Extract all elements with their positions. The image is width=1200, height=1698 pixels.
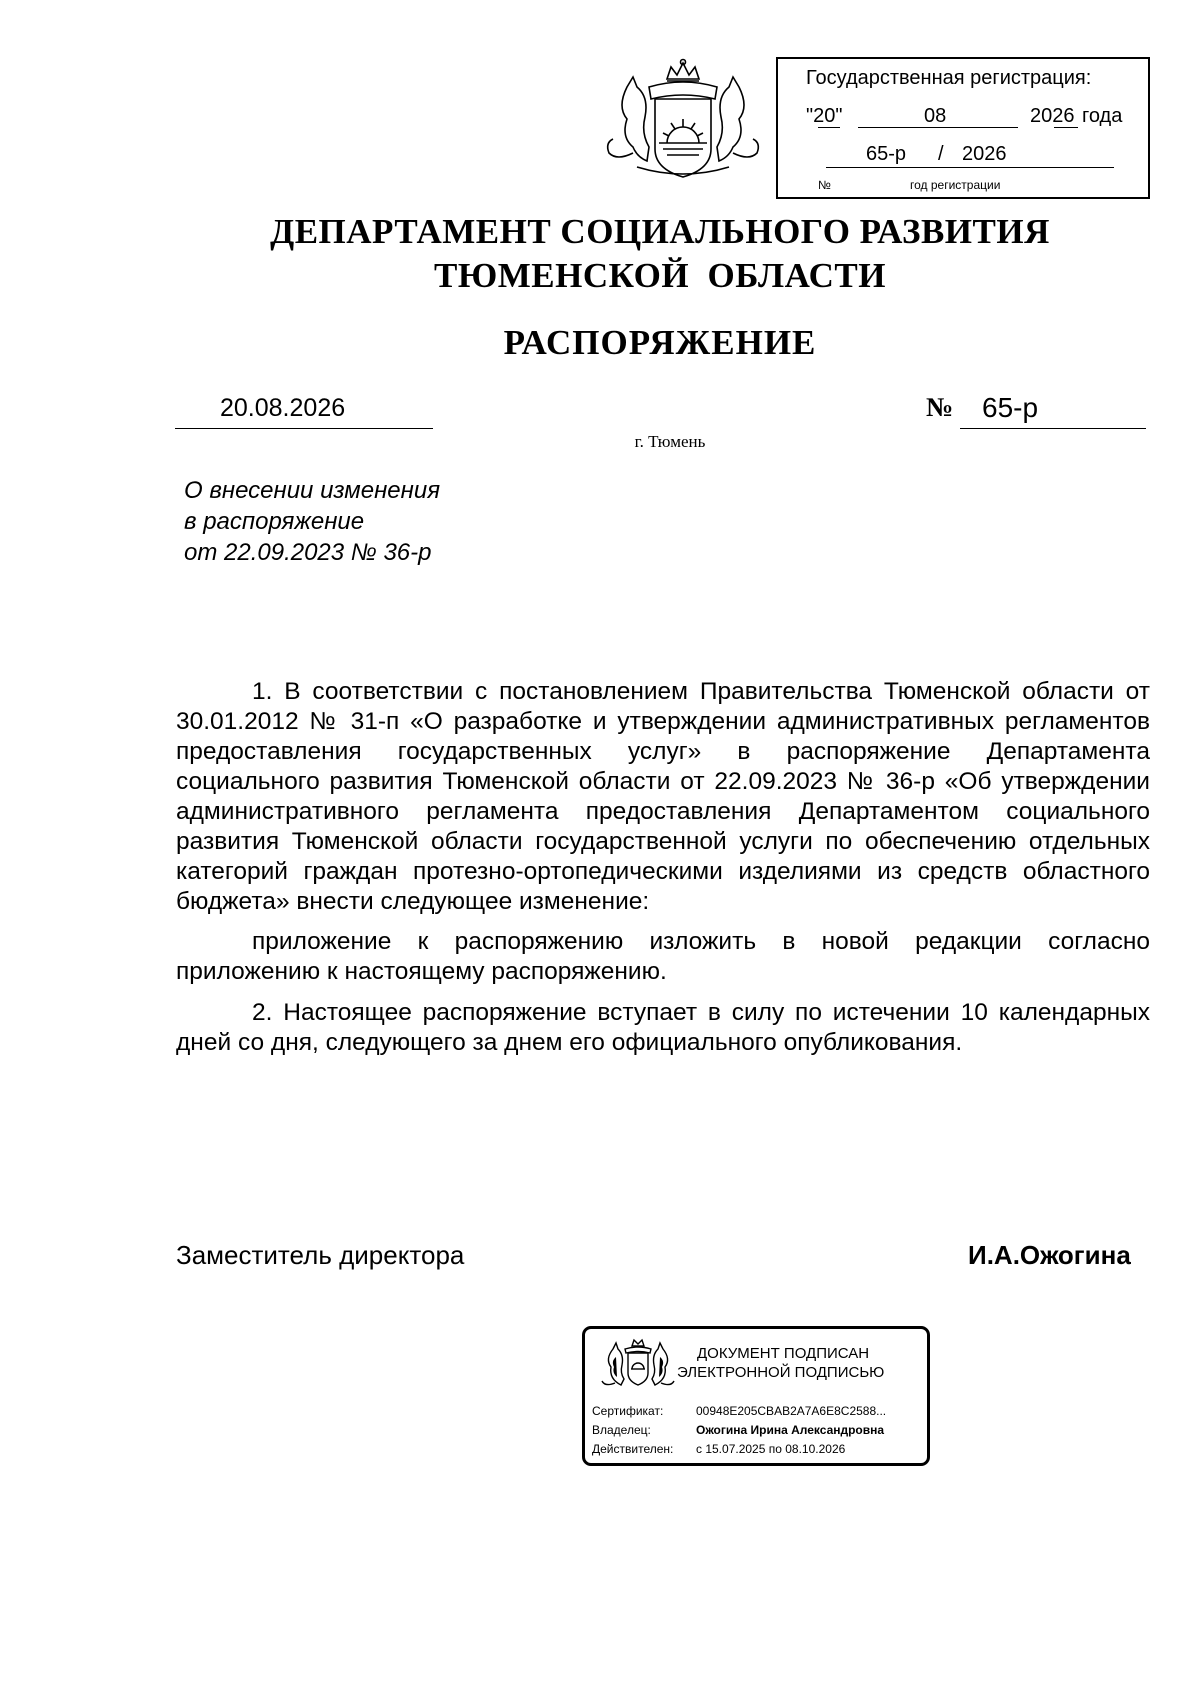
document-number-label: № xyxy=(926,392,954,422)
registration-caption-year: год регистрации xyxy=(910,178,1001,192)
document-subject xyxy=(184,475,440,568)
esig-valid-label: Действителен: xyxy=(592,1442,674,1456)
document-city: г. Тюмень xyxy=(634,432,706,451)
esig-owner-value: Ожогина Ирина Александровна xyxy=(696,1423,885,1437)
registration-number: 65-р xyxy=(866,143,907,165)
department-line1: ДЕПАРТАМЕНТ СОЦИАЛЬНОГО РАЗВИТИЯ xyxy=(270,212,1050,251)
subject-line1: О внесении изменения xyxy=(184,477,441,504)
electronic-signature-stamp xyxy=(582,1326,930,1466)
document-date-field xyxy=(175,394,433,429)
number-underline xyxy=(826,167,1114,168)
document-number: 65-р xyxy=(982,392,1039,423)
department-heading xyxy=(0,210,1200,298)
paragraph-2: приложение к распоряжению изложить в новой редакции согласно приложению к настоящему распоряжению. xyxy=(176,928,1150,985)
department-line2: ТЮМЕНСКОЙ ОБЛАСТИ xyxy=(433,256,887,295)
registration-slash: / xyxy=(938,143,944,165)
signer-position: Заместитель директора xyxy=(176,1240,465,1270)
signer-name: И.А.Ожогина xyxy=(968,1240,1131,1270)
registration-title: Государственная регистрация: xyxy=(806,67,1092,89)
subject-line3: от 22.09.2023 № 36-р xyxy=(184,539,432,566)
document-date: 20.08.2026 xyxy=(220,394,346,422)
paragraph-1: 1. В соответствии с постановлением Правительства Тюменской области от 30.01.2012 № 31-п «О разработке и утверждении административных регламентов предоставления государственных услуг» в распоряжение Департамента социального развития Тюменской области от 22.09.2023 № 36-р «Об утверждении административного регламента предоставления Департаментом социального развития Тюменской области государственной услуги по обеспечению отдельных категорий граждан протезно-ортопедическими изделиями из средств областного бюджета» внести следующее изменение: xyxy=(176,678,1150,915)
document-body xyxy=(176,677,1150,1058)
esig-title-line2: ЭЛЕКТРОННОЙ ПОДПИСЬЮ xyxy=(677,1364,885,1381)
coat-of-arms-icon xyxy=(597,57,769,183)
registration-date xyxy=(806,105,1136,131)
registration-month: 08 xyxy=(924,105,947,127)
registration-number-line xyxy=(826,143,1126,169)
esig-certificate-label: Сертификат: xyxy=(592,1404,664,1418)
coat-of-arms-icon xyxy=(599,1337,677,1391)
registration-reg-year: 2026 xyxy=(962,143,1007,165)
esig-owner-label: Владелец: xyxy=(592,1423,651,1437)
esig-title-line1: ДОКУМЕНТ ПОДПИСАН xyxy=(697,1345,870,1362)
document-number-field xyxy=(960,394,1146,429)
registration-year: 2026 xyxy=(1030,105,1075,127)
registration-caption-number: № xyxy=(818,178,831,192)
esig-certificate-value: 00948E205CBAB2A7A6E8C2588... xyxy=(696,1404,887,1418)
paragraph-3: 2. Настоящее распоряжение вступает в силу по истечении 10 календарных дней со дня, следующего за днем его официального опубликования. xyxy=(176,999,1150,1056)
day-underline xyxy=(818,127,840,128)
document-type: РАСПОРЯЖЕНИЕ xyxy=(503,323,817,362)
registration-year-suffix: года xyxy=(1082,105,1123,127)
registration-day: "20" xyxy=(806,105,843,127)
esig-valid-value: с 15.07.2025 по 08.10.2026 xyxy=(696,1442,846,1456)
registration-stamp xyxy=(776,57,1150,199)
subject-line2: в распоряжение xyxy=(184,508,365,535)
